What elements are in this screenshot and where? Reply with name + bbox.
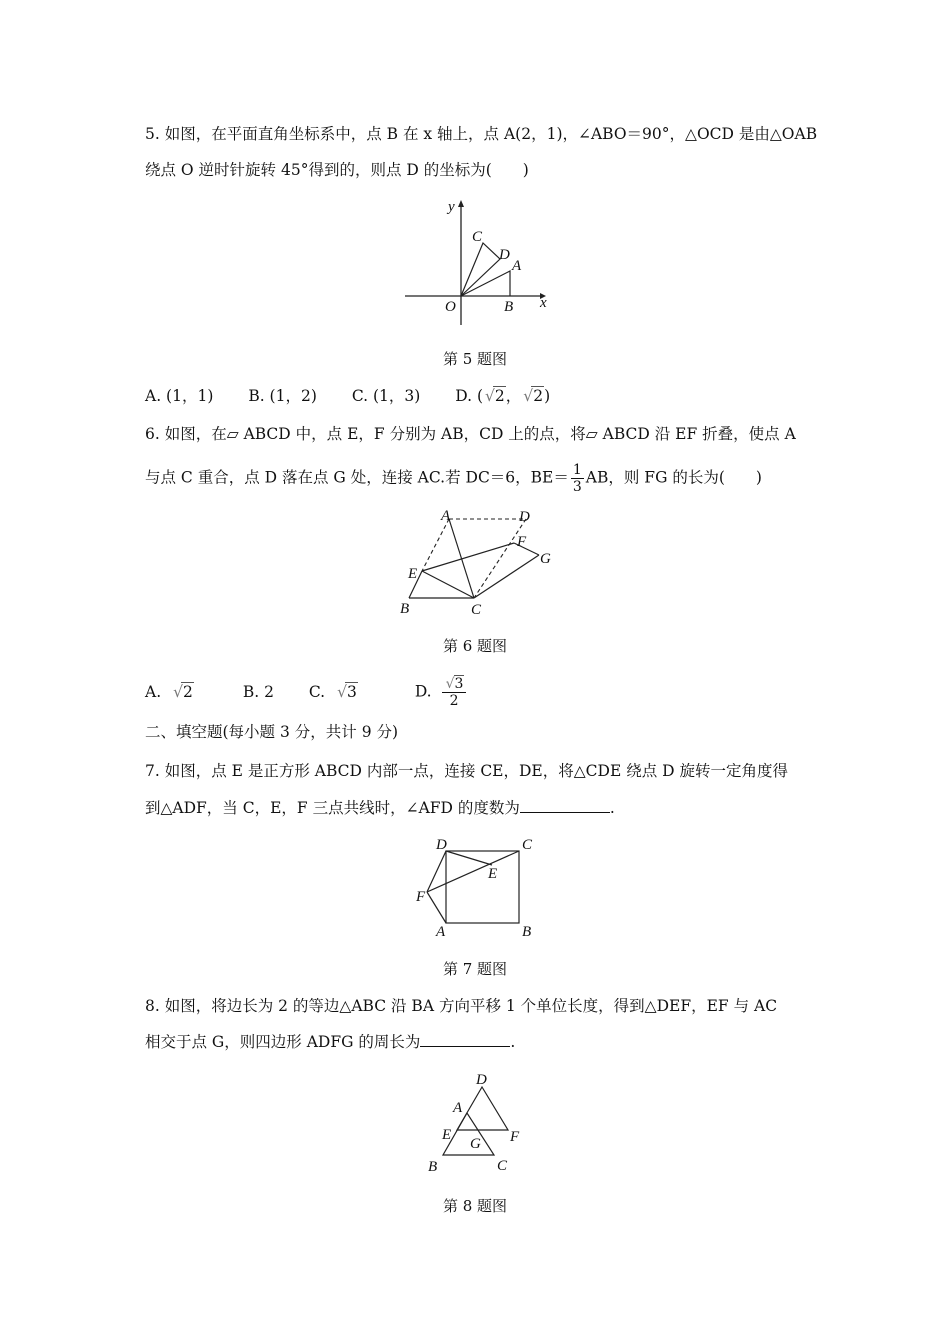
q8-label-d: D <box>476 1072 487 1088</box>
q7-caption: 第 7 题图 <box>442 960 508 978</box>
q6-label-d: D <box>519 509 530 525</box>
q6-option-d[interactable] <box>415 676 469 709</box>
q7-text-line2-body: 到△ADF，当 C，E，F 三点共线时，∠AFD 的度数为 <box>145 799 520 817</box>
q7-label-c: C <box>522 837 533 853</box>
q8-label-e: E <box>442 1127 452 1143</box>
q6-option-a-label: A. <box>145 682 162 701</box>
q6-option-c[interactable] <box>309 682 358 702</box>
q6-text-line2 <box>145 462 762 495</box>
q7-label-b: B <box>522 924 532 940</box>
q7-text-line2 <box>145 798 615 818</box>
q8-answer-blank[interactable] <box>420 1032 510 1047</box>
q5-text-line2: 绕点 O 逆时针旋转 45°得到的，则点 D 的坐标为( ) <box>145 161 529 179</box>
q8-label-g: G <box>470 1136 481 1152</box>
q5-option-a[interactable]: A. (1，1) <box>145 387 214 405</box>
q6-label-b: B <box>400 601 410 617</box>
q8-label-b: B <box>428 1159 438 1175</box>
q6-option-a[interactable] <box>145 682 194 702</box>
q8-text-line1: 8. 如图，将边长为 2 的等边△ABC 沿 BA 方向平移 1 个单位长度，得到△DEF，EF 与 AC <box>145 997 778 1015</box>
q6-label-e: E <box>408 566 418 582</box>
q7-label-a: A <box>436 924 446 940</box>
q5-option-c[interactable]: C. (1，3) <box>351 387 421 405</box>
q5-options <box>145 386 580 406</box>
q6-options <box>145 676 498 709</box>
q6-option-d-den: 2 <box>449 693 459 709</box>
q5-text-line1: 5. 如图，在平面直角坐标系中，点 B 在 x 轴上，点 A(2，1)，∠ABO＝90°，△OCD 是由△OAB <box>145 125 818 143</box>
section2-title: 二、填空题(每小题 3 分，共计 9 分) <box>145 723 399 741</box>
sqrt-icon: √ 3 <box>345 682 358 701</box>
q6-figure <box>395 505 560 620</box>
q6-option-d-fraction <box>442 676 467 709</box>
q6-option-c-label: C. <box>308 682 326 701</box>
q6-option-d-num <box>442 676 467 693</box>
q6-frac-num: 1 <box>572 462 582 478</box>
q6-text-line2-b: AB，则 FG 的长为( ) <box>585 468 762 487</box>
q7-text-line2-end: . <box>609 799 615 817</box>
sqrt-icon: √ 2 <box>493 386 506 405</box>
sqrt-icon: √ 2 <box>181 682 194 701</box>
q8-label-c: C <box>497 1158 508 1174</box>
q8-figure <box>420 1067 535 1177</box>
q6-text-line1: 6. 如图，在▱ ABCD 中，点 E，F 分别为 AB，CD 上的点，将▱ ABCD 沿 EF 折叠，使点 A <box>145 425 796 443</box>
q8-caption: 第 8 题图 <box>442 1197 508 1215</box>
q5-label-o: O <box>445 299 456 315</box>
q5-label-x: x <box>540 295 547 311</box>
q7-answer-blank[interactable] <box>520 798 610 813</box>
q7-label-f: F <box>416 889 426 905</box>
q5-option-b[interactable]: B. (1，2) <box>248 387 317 405</box>
q5-label-d: D <box>499 247 510 263</box>
q8-label-f: F <box>510 1129 520 1145</box>
q8-text-line2-end: . <box>510 1033 516 1051</box>
q5-label-y: y <box>448 199 455 215</box>
q6-label-f: F <box>517 534 527 550</box>
q5-label-b: B <box>504 299 514 315</box>
q6-text-line2-a: 与点 C 重合，点 D 落在点 G 处，连接 AC.若 DC＝6，BE＝ <box>145 468 569 487</box>
q5-option-d[interactable] <box>455 386 550 406</box>
q7-label-d: D <box>436 837 447 853</box>
q6-label-a: A <box>441 508 451 524</box>
q6-option-d-label: D. <box>414 682 432 701</box>
q6-label-c: C <box>471 602 482 618</box>
q6-frac-den: 3 <box>572 479 582 495</box>
q7-figure <box>410 833 545 943</box>
q6-option-b[interactable]: B. 2 <box>242 682 274 701</box>
q5-option-d-suffix: ) <box>544 387 551 405</box>
q5-label-a: A <box>512 258 522 274</box>
q5-option-d-sep: ， <box>505 387 522 405</box>
q5-figure <box>400 195 550 330</box>
q5-caption: 第 5 题图 <box>442 350 508 368</box>
sqrt-icon: √ 3 <box>454 675 465 692</box>
q5-option-d-prefix: D. ( <box>455 387 484 405</box>
q6-fraction <box>571 462 584 495</box>
sqrt-icon: √ 2 <box>531 386 544 405</box>
q8-text-line2 <box>145 1032 515 1052</box>
q7-text-line1: 7. 如图，点 E 是正方形 ABCD 内部一点，连接 CE，DE，将△CDE 绕点 D 旋转一定角度得 <box>145 762 788 780</box>
q6-caption: 第 6 题图 <box>442 637 508 655</box>
q8-text-line2-body: 相交于点 G，则四边形 ADFG 的周长为 <box>145 1033 421 1051</box>
q6-label-g: G <box>540 551 551 567</box>
q7-label-e: E <box>488 866 498 882</box>
q8-label-a: A <box>453 1100 463 1116</box>
q5-label-c: C <box>472 229 483 245</box>
